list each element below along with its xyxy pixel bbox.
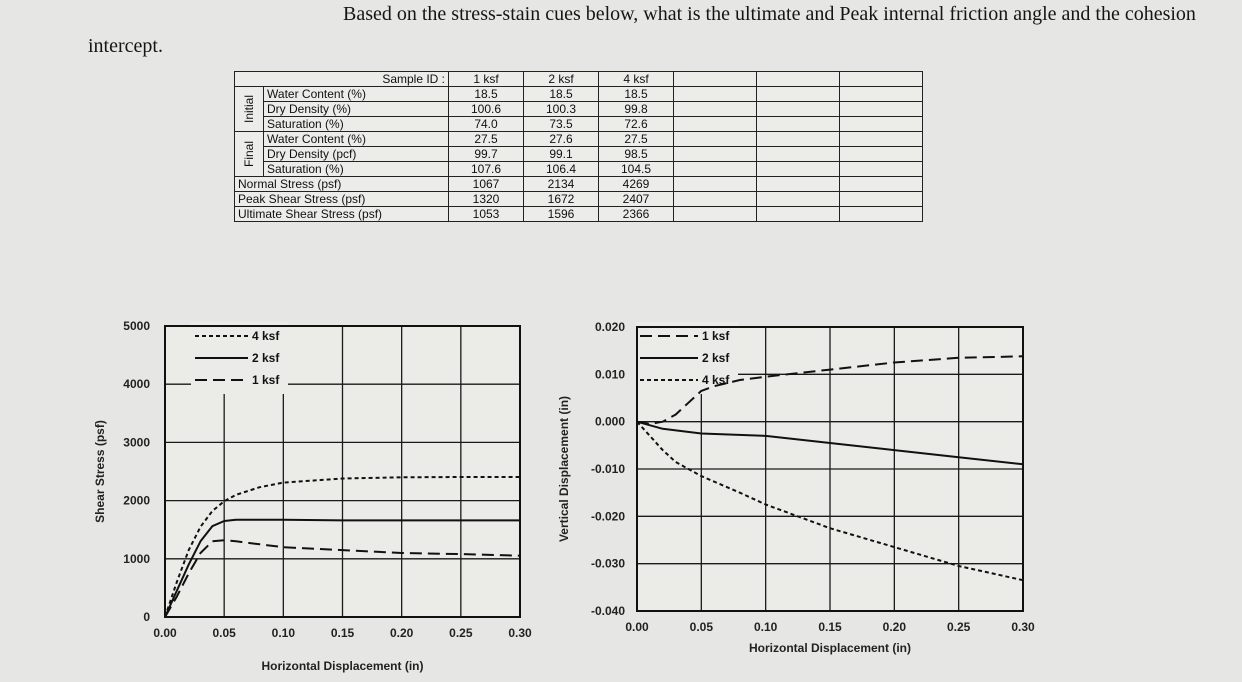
legend-label: 4 ksf: [252, 329, 280, 343]
table-cell: 1320: [449, 192, 524, 207]
x-tick-label: 0.00: [153, 626, 177, 640]
x-tick-label: 0.10: [753, 620, 778, 634]
y-tick-label: 0.020: [594, 320, 625, 334]
y-tick-label: -0.040: [590, 604, 625, 618]
table-header-sample: 1 ksf: [449, 72, 524, 87]
y-axis-label: Shear Stress (psf): [93, 420, 107, 523]
x-tick-label: 0.10: [271, 626, 296, 640]
table-cell: 98.5: [599, 147, 674, 162]
table-header-sample: 2 ksf: [524, 72, 599, 87]
x-tick-label: 0.25: [946, 620, 971, 634]
table-cell: 2407: [599, 192, 674, 207]
x-tick-label: 0.25: [449, 626, 473, 640]
legend-label: 2 ksf: [702, 351, 730, 365]
table-cell: 99.1: [524, 147, 599, 162]
table-cell: 106.4: [524, 162, 599, 177]
table-cell: 2134: [524, 177, 599, 192]
table-row-label: Peak Shear Stress (psf): [235, 192, 449, 207]
table-cell: 1672: [524, 192, 599, 207]
y-tick-label: -0.020: [590, 509, 625, 524]
y-tick-label: 3000: [123, 435, 150, 450]
table-cell: 4269: [599, 177, 674, 192]
table-cell: 1067: [449, 177, 524, 192]
table-cell: 100.3: [524, 102, 599, 117]
table-row-label: Ultimate Shear Stress (psf): [235, 207, 449, 222]
table-row-label: Water Content (%): [264, 87, 449, 102]
table-cell: 73.5: [524, 117, 599, 132]
table-cell: 27.5: [449, 132, 524, 147]
x-tick-label: 0.30: [508, 626, 532, 640]
table-row-label: Dry Density (%): [264, 102, 449, 117]
y-tick-label: 4000: [123, 377, 150, 392]
table-cell: 107.6: [449, 162, 524, 177]
table-cell: 2366: [599, 207, 674, 222]
y-tick-label: 0: [143, 610, 150, 624]
y-axis-label: Vertical Displacement (in): [557, 395, 571, 543]
table-cell: 99.7: [449, 147, 524, 162]
table-cell: 1596: [524, 207, 599, 222]
group-name: Final: [242, 140, 257, 168]
table-cell: 27.6: [524, 132, 599, 147]
y-tick-label: 2000: [123, 493, 150, 508]
x-tick-label: 0.30: [1011, 620, 1035, 634]
y-tick-label: -0.010: [590, 462, 625, 476]
table-cell: 72.6: [599, 117, 674, 132]
table-cell: 74.0: [449, 117, 524, 132]
x-tick-label: 0.15: [818, 620, 842, 634]
group-name: Initial: [242, 94, 257, 124]
table-row-label: Water Content (%): [264, 132, 449, 147]
table-cell: 104.5: [599, 162, 674, 177]
legend-label: 1 ksf: [702, 329, 730, 343]
table-cell: 18.5: [449, 87, 524, 102]
y-tick-label: 5000: [123, 319, 150, 333]
x-tick-label: 0.05: [689, 620, 714, 634]
legend-label: 1 ksf: [252, 373, 280, 387]
legend-label: 2 ksf: [252, 351, 280, 365]
y-tick-label: 0.000: [594, 414, 625, 429]
table-row-label: Saturation (%): [264, 117, 449, 132]
table-row-label: Dry Density (pcf): [264, 147, 449, 162]
table-cell: 100.6: [449, 102, 524, 117]
y-tick-label: 1000: [123, 551, 150, 566]
x-tick-label: 0.15: [330, 626, 355, 640]
x-tick-label: 0.00: [625, 620, 649, 634]
table-cell: 1053: [449, 207, 524, 222]
table-row-label: Normal Stress (psf): [235, 177, 449, 192]
table-cell: 18.5: [599, 87, 674, 102]
x-axis-label: Horizontal Displacement (in): [261, 659, 424, 673]
y-tick-label: -0.030: [590, 556, 625, 571]
table-header-label: Sample ID :: [235, 72, 449, 87]
x-axis-label: Horizontal Displacement (in): [748, 641, 912, 655]
legend-label: 4 ksf: [702, 373, 730, 387]
y-tick-label: 0.010: [594, 367, 625, 382]
x-tick-label: 0.20: [882, 620, 907, 634]
question-text: Based on the stress-stain cues below, what is the ultimate and Peak internal friction angle and the cohesion intercept.: [88, 3, 1196, 57]
table-cell: 18.5: [524, 87, 599, 102]
table-cell: 27.5: [599, 132, 674, 147]
table-cell: 99.8: [599, 102, 674, 117]
table-header-sample: 4 ksf: [599, 72, 674, 87]
table-row-label: Saturation (%): [264, 162, 449, 177]
x-tick-label: 0.05: [212, 626, 236, 640]
x-tick-label: 0.20: [389, 626, 414, 640]
